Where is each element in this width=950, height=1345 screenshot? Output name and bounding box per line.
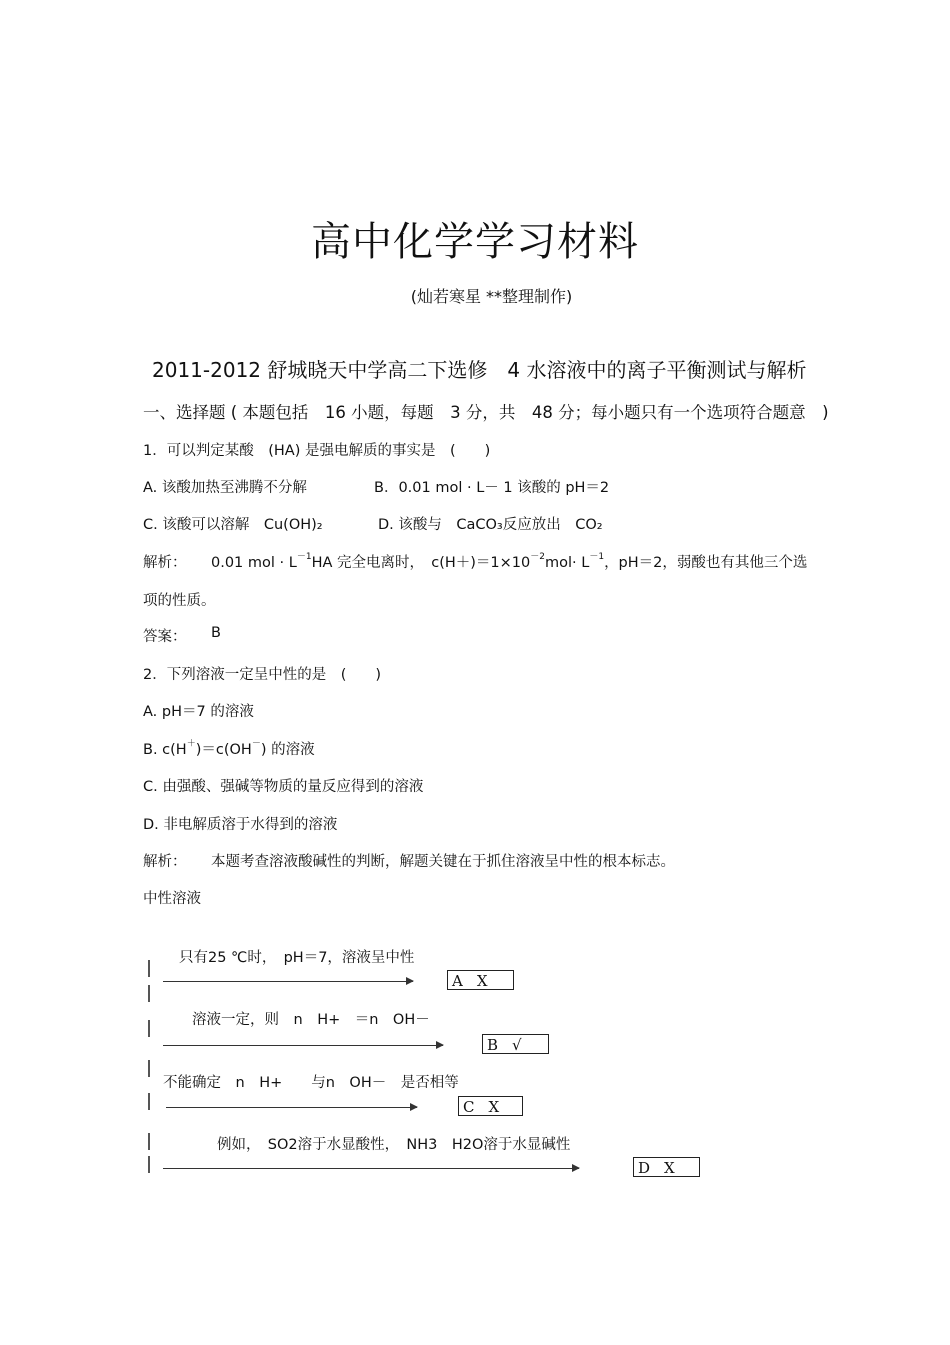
q1-stem: 1．可以判定某酸 (HA) 是强电解质的事实是 ( ) bbox=[143, 443, 491, 459]
q2-option-c: C. 由强酸、强碱等物质的量反应得到的溶液 bbox=[143, 779, 424, 795]
q1-analysis-part2: HA 完全电离时， c(H＋)＝1×10 bbox=[311, 555, 531, 571]
neutral-solution-label: 中性溶液 bbox=[143, 891, 201, 907]
arrow-icon bbox=[163, 1045, 443, 1046]
q2-option-b-sup1: ＋ bbox=[186, 739, 196, 750]
q1-analysis-part4: ，pH＝2，弱酸也有其他三个选 bbox=[604, 555, 808, 571]
q1-answer-label: 答案： bbox=[143, 629, 187, 645]
q2-option-a: A. pH＝7 的溶液 bbox=[143, 704, 254, 720]
box-letter: C bbox=[463, 1098, 475, 1116]
arrow-icon bbox=[163, 981, 413, 982]
brace-bar bbox=[148, 985, 150, 1002]
q2-option-b-sup2: － bbox=[251, 739, 261, 750]
diagram-row3-box bbox=[458, 1096, 523, 1116]
box-mark: √ bbox=[512, 1036, 522, 1054]
q1-analysis bbox=[211, 551, 807, 572]
diagram-row3-text: 不能确定 n H+ 与n OH－ 是否相等 bbox=[163, 1075, 459, 1091]
q1-analysis-sup2: －2 bbox=[530, 552, 545, 563]
diagram-row2-text: 溶液一定，则 n H+ ＝n OH－ bbox=[192, 1012, 430, 1028]
q1-analysis-label: 解析： bbox=[143, 555, 187, 571]
brace-bar bbox=[148, 1093, 150, 1110]
box-mark: X bbox=[664, 1159, 675, 1177]
box-mark: X bbox=[488, 1098, 500, 1116]
q2-analysis: 本题考查溶液酸碱性的判断，解题关键在于抓住溶液呈中性的根本标志。 bbox=[211, 854, 675, 870]
q1-answer: B bbox=[211, 625, 221, 641]
q2-option-b-pre: B. c(H bbox=[143, 742, 187, 758]
brace-bar bbox=[148, 1156, 150, 1173]
box-letter: D bbox=[638, 1159, 651, 1177]
box-mark: X bbox=[476, 972, 488, 990]
box-letter: A bbox=[452, 972, 463, 990]
q2-option-b-mid: )＝c(OH bbox=[195, 742, 252, 758]
q1-option-c: C. 该酸可以溶解 Cu(OH)₂ bbox=[143, 517, 323, 533]
q1-analysis-part3: mol· L bbox=[545, 555, 590, 571]
q1-analysis-sup3: －1 bbox=[589, 552, 605, 563]
arrow-icon bbox=[163, 1168, 579, 1169]
q1-option-a: A. 该酸加热至沸腾不分解 bbox=[143, 480, 307, 496]
page-title: 高中化学学习材料 bbox=[311, 219, 639, 265]
brace-bar bbox=[148, 960, 150, 977]
q2-option-b-post: ) 的溶液 bbox=[260, 742, 315, 758]
q1-analysis-part1: 0.01 mol · L bbox=[211, 555, 297, 571]
section-heading: 一、选择题 ( 本题包括 16 小题，每题 3 分，共 48 分；每小题只有一个选项符合题意 ) bbox=[143, 403, 829, 422]
brace-bar bbox=[148, 1133, 150, 1150]
diagram-row4-box bbox=[633, 1157, 700, 1177]
page-subtitle: (灿若寒星 **整理制作) bbox=[410, 287, 573, 306]
q1-analysis-line2: 项的性质。 bbox=[143, 593, 216, 609]
q1-option-d: D. 该酸与 CaCO₃反应放出 CO₂ bbox=[378, 517, 603, 533]
brace-bar bbox=[148, 1060, 150, 1077]
q1-option-b: B．0.01 mol · L－ 1 该酸的 pH＝2 bbox=[374, 480, 610, 496]
brace-bar bbox=[148, 1020, 150, 1037]
arrow-icon bbox=[166, 1107, 417, 1108]
q1-analysis-sup1: －1 bbox=[296, 552, 312, 563]
document-heading: 2011-2012 舒城晓天中学高二下选修 4 水溶液中的离子平衡测试与解析 bbox=[152, 358, 807, 382]
diagram-row2-box bbox=[482, 1034, 549, 1054]
q2-option-d: D. 非电解质溶于水得到的溶液 bbox=[143, 817, 338, 833]
diagram-row1-box bbox=[447, 970, 514, 990]
q2-option-b bbox=[143, 738, 315, 759]
box-letter: B bbox=[487, 1036, 499, 1054]
diagram-row1-text: 只有25 ℃时， pH＝7，溶液呈中性 bbox=[179, 950, 415, 966]
q2-stem: 2．下列溶液一定呈中性的是 ( ) bbox=[143, 667, 382, 683]
diagram-row4-text: 例如， SO2溶于水显酸性， NH3 H2O溶于水显碱性 bbox=[217, 1137, 571, 1153]
q2-analysis-label: 解析： bbox=[143, 854, 187, 870]
